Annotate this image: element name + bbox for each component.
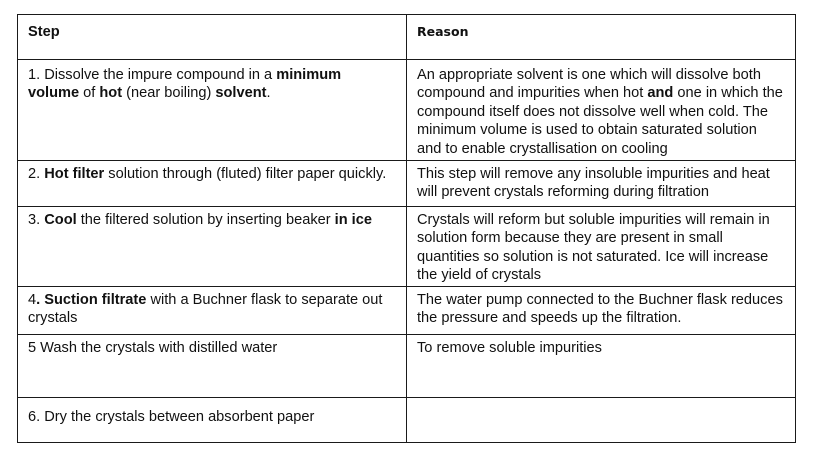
recrystallisation-table (17, 14, 796, 443)
cell-text: An appropriate solvent is one which will dissolve both compound and impurities when hot (417, 67, 761, 102)
cell-text: one in which the compound itself does not dissolve well when cold. The minimum volume is used to obtain saturated solution and to enable crystallisation on cooling (417, 85, 783, 157)
table-header-row (18, 15, 796, 60)
bold-text: . Suction filtrate (36, 292, 147, 308)
cell-text: 6. Dry the crystals between absorbent paper (28, 409, 315, 425)
step-cell (18, 161, 407, 207)
cell-text: 5 Wash the crystals with distilled water (28, 340, 278, 356)
step-cell (18, 287, 407, 335)
table-row (18, 207, 796, 287)
cell-text: . (266, 85, 271, 102)
cell-text: 4 (28, 292, 37, 308)
reason-cell-empty (407, 398, 796, 443)
table-row (18, 161, 796, 207)
cell-text: Crystals will reform but soluble impurities will remain in solution form because they are present in small quantities so solution is not saturated. Ice will increase the yield of crystals (417, 212, 770, 284)
reason-cell (407, 207, 796, 287)
step-cell (18, 335, 407, 398)
step-cell (18, 207, 407, 287)
bold-text: in ice (334, 212, 372, 228)
cell-text: with a Buchner flask to separate out crystals (28, 292, 383, 327)
header-step: Step (18, 15, 407, 60)
reason-cell (407, 161, 796, 207)
header-reason: Reason (407, 15, 796, 60)
cell-text: (near boiling) (122, 85, 216, 102)
cell-text: the filtered solution by inserting beaker (76, 212, 335, 228)
bold-text: minimum volume (28, 67, 342, 102)
reason-cell (407, 287, 796, 335)
cell-text: solution through (fluted) filter paper quickly. (104, 166, 387, 182)
cell-text: of (79, 85, 100, 102)
reason-cell (407, 335, 796, 398)
bold-text: solvent (215, 85, 267, 102)
step-cell (18, 60, 407, 161)
bold-text: Hot filter (44, 166, 105, 182)
cell-text: The water pump connected to the Buchner flask reduces the pressure and speeds up the filtration. (417, 292, 783, 327)
cell-text: To remove soluble impurities (417, 340, 602, 356)
bold-text: hot (99, 85, 123, 102)
cell-text: This step will remove any insoluble impurities and heat will prevent crystals reforming during filtration (417, 166, 770, 201)
step-cell (18, 398, 407, 443)
bold-text: Cool (44, 212, 77, 228)
reason-cell (407, 60, 796, 161)
table-row (18, 287, 796, 335)
cell-text: 2. (28, 166, 45, 182)
table-row (18, 60, 796, 161)
cell-text: 3. (28, 212, 45, 228)
bold-text: and (647, 85, 674, 102)
table-row (18, 398, 796, 443)
cell-text: 1. Dissolve the impure compound in a (28, 67, 277, 83)
table-row (18, 335, 796, 398)
